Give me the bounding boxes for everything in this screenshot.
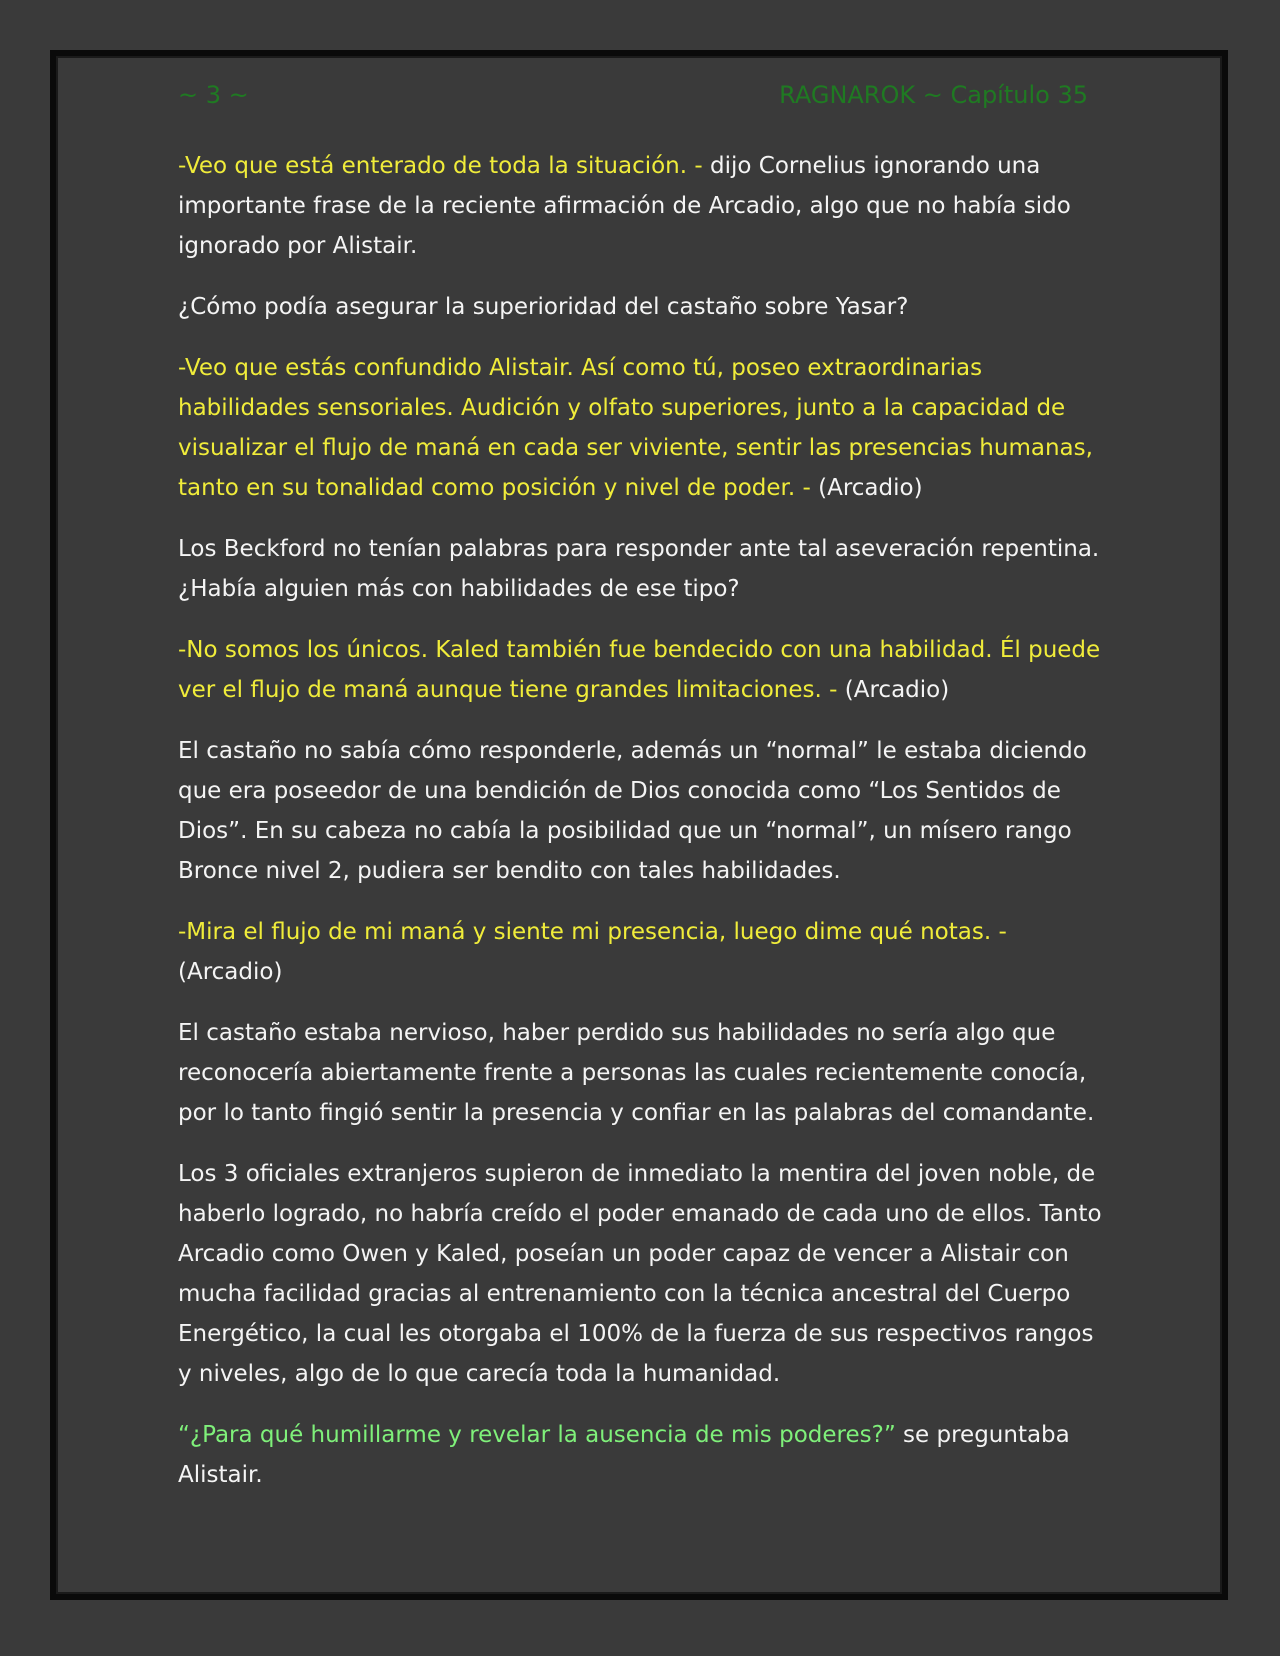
narration-text: El castaño estaba nervioso, haber perdido sus habilidades no sería algo que reconocería abiertamente frente a personas las cuales recientemente conocía, por lo tanto fingió sentir la presencia y confiar en las palabras del comandante. [178,1020,1095,1126]
paragraph [178,1013,1108,1133]
thought-text: “¿Para qué humillarme y revelar la ausencia de mis poderes?” [178,1422,896,1448]
page-number: ~ 3 ~ [178,81,249,109]
narration-text: Los 3 oficiales extranjeros supieron de inmediato la mentira del joven noble, de haberlo logrado, no habría creído el poder emanado de cada uno de ellos. Tanto Arcadio como Owen y Kaled, poseían un poder capaz de vencer a Alistair con mucha facilidad gracias al entrenamiento con la técnica ancestral del Cuerpo Energético, la cual les otorgaba el 100% de la fuerza de sus respectivos rangos y niveles, algo de lo que carecía toda la humanidad. [178,1161,1102,1387]
paragraph [178,912,1108,992]
speaker-tag: (Arcadio) [178,959,283,985]
narration-text: se preguntaba Alistair. [178,1422,1070,1488]
narration-text: Los Beckford no tenían palabras para responder ante tal aseveración repentina. ¿Había alguien más con habilidades de ese tipo? [178,536,1100,602]
paragraph [178,630,1108,710]
chapter-title: RAGNAROK ~ Capítulo 35 [779,81,1088,109]
dialogue-text: -Veo que está enterado de toda la situación. - [178,153,703,179]
paragraph [178,146,1108,266]
page-body [178,146,1108,1516]
narration-text: dijo Cornelius ignorando una importante frase de la reciente afirmación de Arcadio, algo que no había sido ignorado por Alistair. [178,153,1071,259]
narration-text: ¿Cómo podía asegurar la superioridad del castaño sobre Yasar? [178,294,909,320]
paragraph [178,1415,1108,1495]
speaker-tag: (Arcadio) [810,475,923,501]
speaker-tag: (Arcadio) [837,677,950,703]
page-header [178,78,1088,112]
paragraph [178,348,1108,508]
dialogue-text: -Veo que estás confundido Alistair. Así como tú, poseo extraordinarias habilidades sensoriales. Audición y olfato superiores, junto a la capacidad de visualizar el flujo de maná en cada ser viviente, sentir las presencias humanas, tanto en su tonalidad como posición y nivel de poder. - [178,355,1093,501]
narration-text: El castaño no sabía cómo responderle, además un “normal” le estaba diciendo que era poseedor de una bendición de Dios conocida como “Los Sentidos de Dios”. En su cabeza no cabía la posibilidad que un “normal”, un mísero rango Bronce nivel 2, pudiera ser bendito con tales habilidades. [178,738,1087,884]
paragraph [178,287,1108,327]
dialogue-text: -Mira el flujo de mi maná y siente mi presencia, luego dime qué notas. - [178,919,1007,945]
paragraph [178,529,1108,609]
paragraph [178,731,1108,891]
paragraph [178,1154,1108,1394]
dialogue-text: -No somos los únicos. Kaled también fue bendecido con una habilidad. Él puede ver el flujo de maná aunque tiene grandes limitaciones. - [178,637,1101,703]
